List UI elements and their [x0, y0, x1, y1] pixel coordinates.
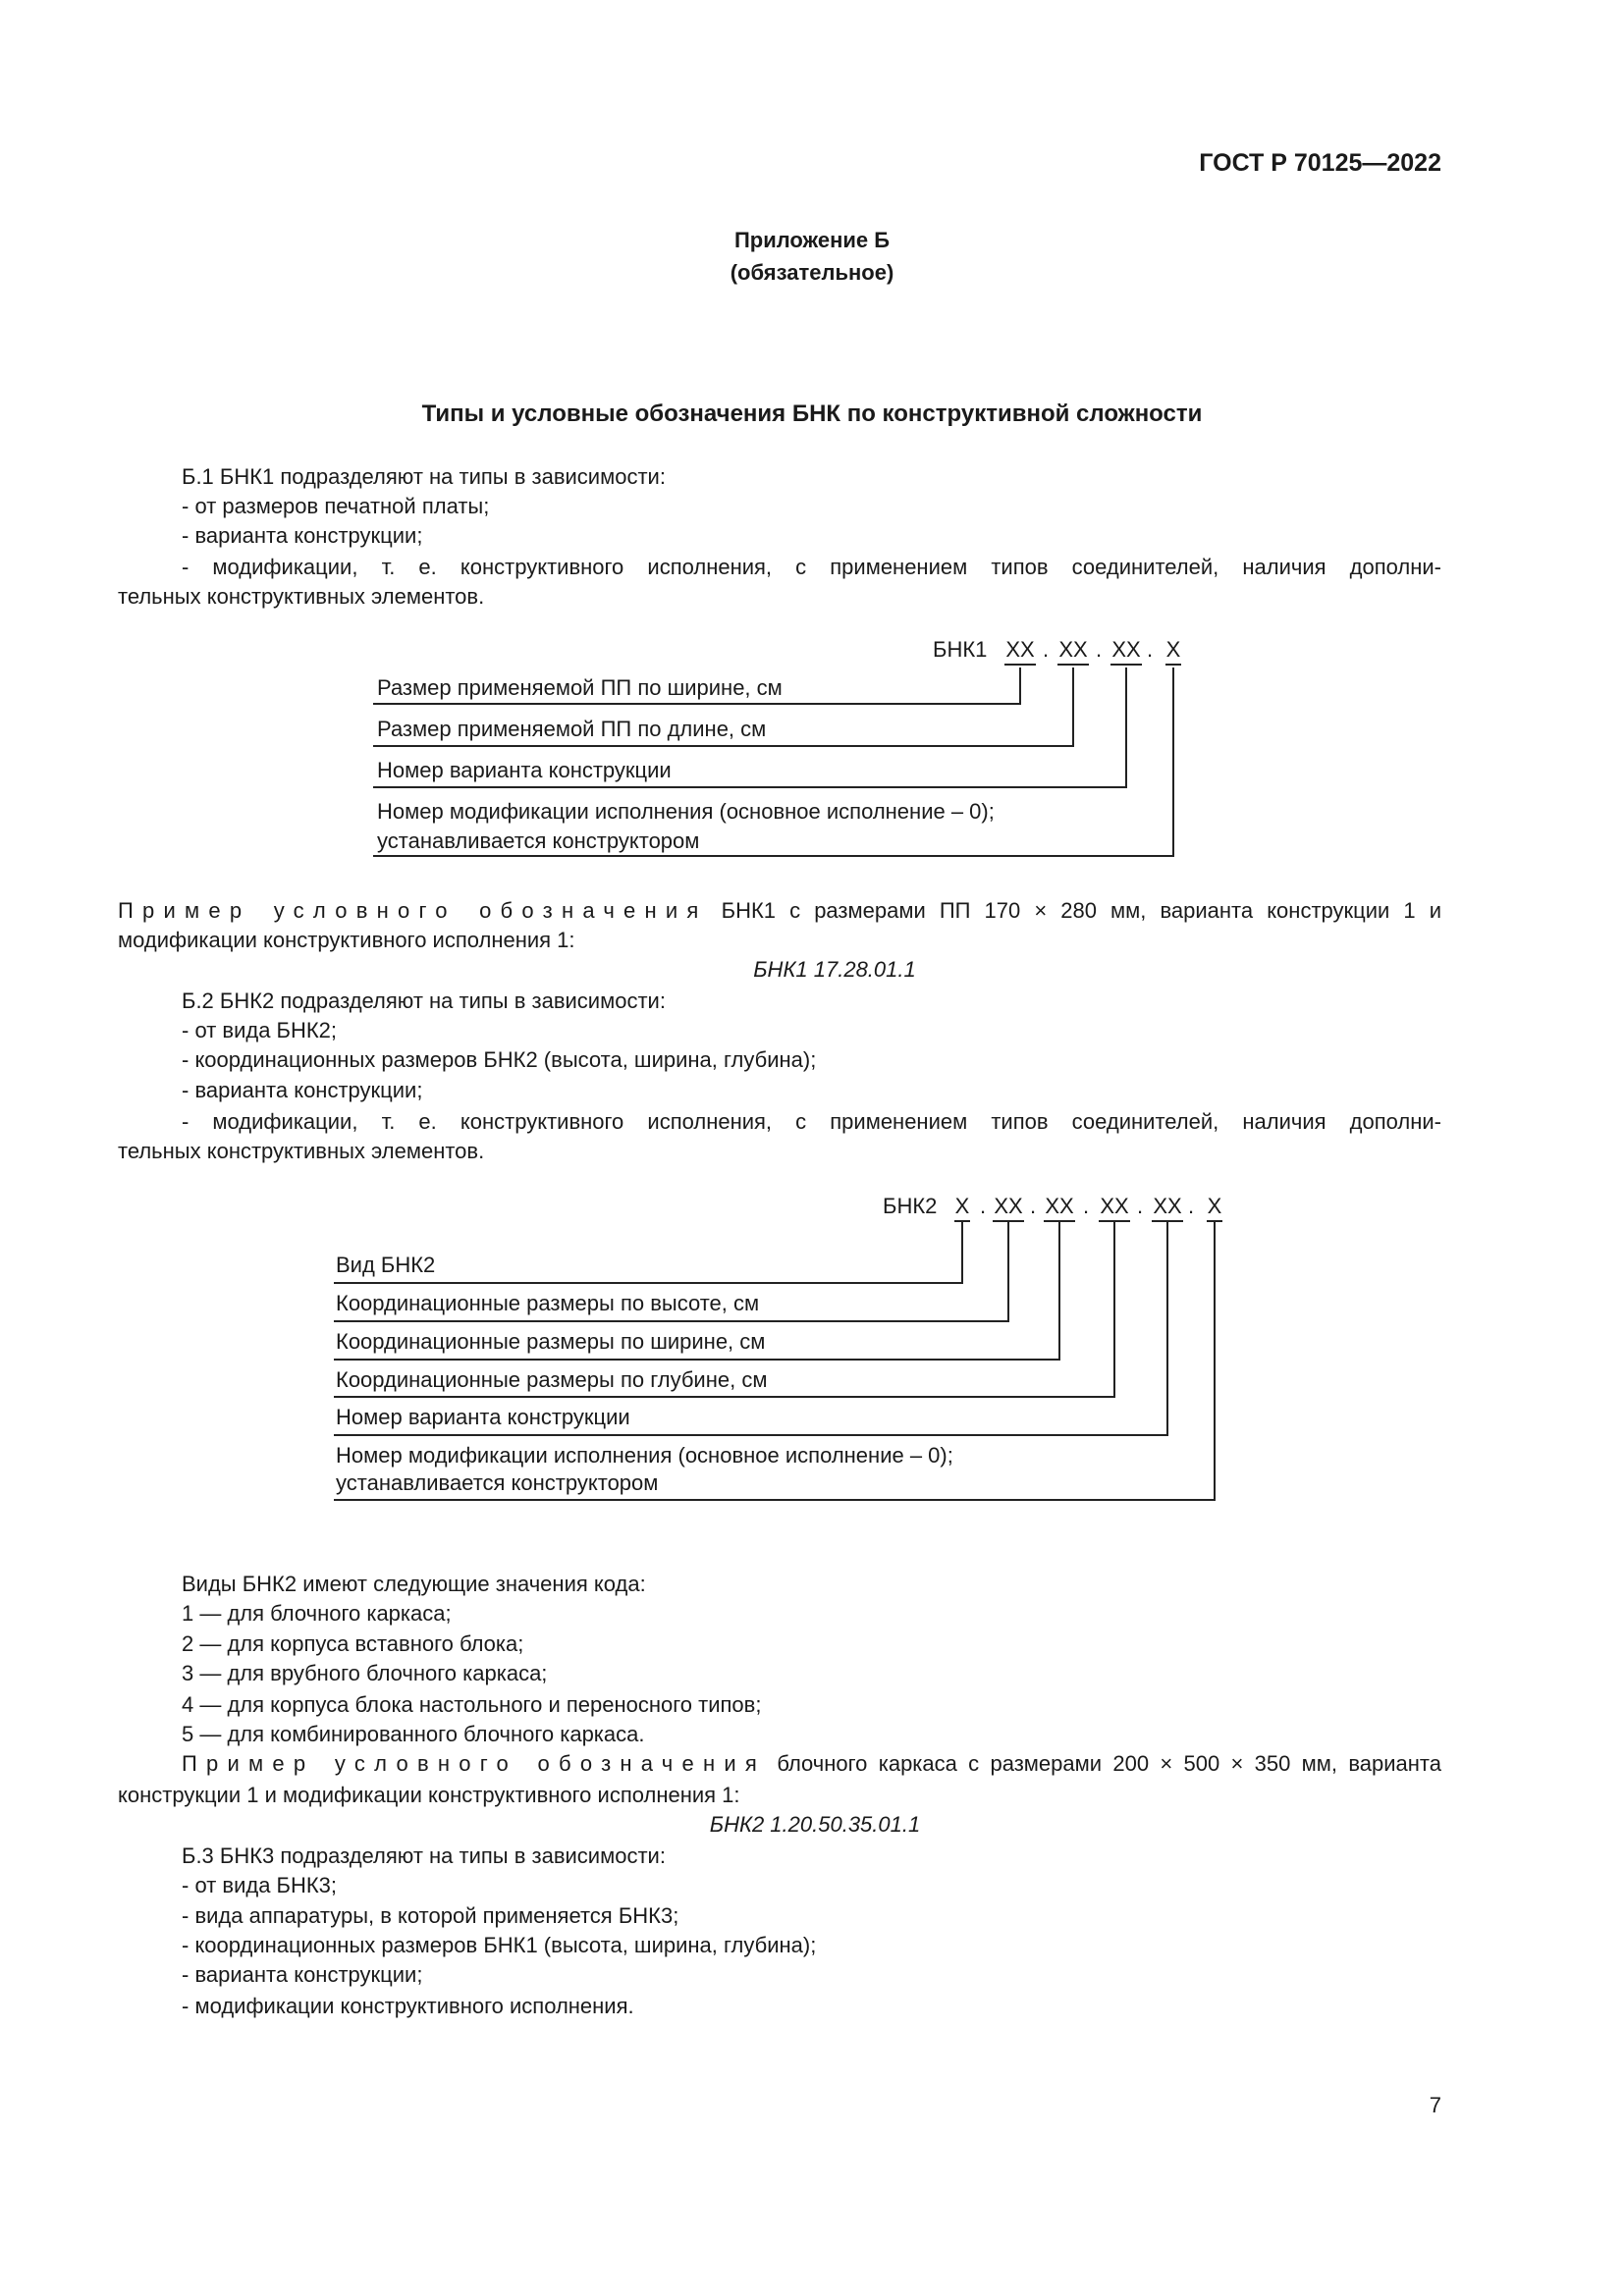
leader-line — [1019, 667, 1021, 705]
list-item: - от размеров печатной платы; — [182, 494, 490, 518]
list-item: - координационных размеров БНК1 (высота, ширина, глубина); — [182, 1933, 817, 1957]
list-item: - вида аппаратуры, в которой применяется БНК3; — [182, 1903, 679, 1928]
code-part: XX — [1097, 637, 1156, 663]
code-part: XX — [991, 637, 1050, 663]
diagram-label: Координационные размеры по глубине, см — [336, 1367, 768, 1392]
section-title: Типы и условные обозначения БНК по конструктивной сложности — [421, 400, 1203, 427]
leader-line — [961, 1221, 963, 1284]
leader-line — [334, 1320, 1009, 1322]
leader-line — [1172, 667, 1174, 857]
list-item: 2 — для корпуса вставного блока; — [182, 1631, 524, 1656]
diagram-label: Номер модификации исполнения (основное исполнение – 0); — [336, 1443, 953, 1468]
diagram-label: Номер варианта конструкции — [336, 1405, 630, 1429]
diagram-label: Размер применяемой ПП по длине, см — [377, 717, 767, 741]
code-separator: . — [1043, 637, 1050, 662]
leader-line — [1166, 1221, 1168, 1436]
list-item: - модификации, т. е. конструктивного исполнения, с применением типов соединителей, наличия дополни- — [182, 1109, 1441, 1134]
leader-line — [1072, 667, 1074, 747]
list-item: - варианта конструкции; — [182, 1962, 423, 1987]
code-separator: . — [1147, 637, 1154, 662]
leader-line — [334, 1434, 1168, 1436]
leader-line — [373, 786, 1127, 788]
appendix-status: (обязательное) — [730, 260, 894, 285]
code-part: XX — [1138, 1194, 1197, 1219]
diagram-label: Координационные размеры по высоте, см — [336, 1291, 760, 1315]
leader-line — [373, 745, 1074, 747]
b2-example: Пример условного обозначения блочного каркаса с размерами 200 × 500 × 350 мм, варианта — [182, 1751, 1441, 1776]
leader-line — [334, 1359, 1060, 1361]
code-separator: . — [1030, 1194, 1037, 1218]
code-prefix: БНК2 — [883, 1194, 938, 1218]
list-item-continuation: тельных конструктивных элементов. — [118, 584, 485, 609]
b2-example-code: БНК2 1.20.50.35.01.1 — [709, 1812, 921, 1837]
code-prefix: БНК1 — [933, 637, 988, 662]
b2-example-cont: конструкции 1 и модификации конструктивного исполнения 1: — [118, 1783, 740, 1807]
leader-line — [334, 1282, 963, 1284]
list-item: - модификации конструктивного исполнения. — [182, 1994, 634, 2018]
leader-line — [373, 855, 1174, 857]
list-item: 3 — для врубного блочного каркаса; — [182, 1661, 548, 1685]
code-part: XX — [1085, 1194, 1144, 1219]
code-part: XX — [1030, 1194, 1089, 1219]
code-part: XX — [1044, 637, 1103, 663]
diagram-label: Размер применяемой ПП по ширине, см — [377, 675, 783, 700]
leader-line — [1058, 1221, 1060, 1361]
code-separator: . — [1083, 1194, 1090, 1218]
list-item: - координационных размеров БНК2 (высота, ширина, глубина); — [182, 1047, 817, 1072]
b1-intro: Б.1 БНК1 подразделяют на типы в зависимости: — [182, 464, 666, 489]
code-separator: . — [1188, 1194, 1195, 1218]
list-item: - от вида БНК3; — [182, 1873, 338, 1897]
list-item: 5 — для комбинированного блочного каркаса. — [182, 1722, 645, 1746]
leader-line — [334, 1396, 1115, 1398]
diagram-label: Номер модификации исполнения (основное исполнение – 0); — [377, 799, 995, 824]
list-item: - от вида БНК2; — [182, 1018, 338, 1042]
leader-line — [1113, 1221, 1115, 1398]
list-item: 1 — для блочного каркаса; — [182, 1601, 452, 1626]
code-part: X — [933, 1194, 992, 1219]
code-part: X — [1144, 637, 1203, 663]
list-item-continuation: тельных конструктивных элементов. — [118, 1139, 485, 1163]
leader-line — [1214, 1221, 1216, 1501]
diagram-label: Номер варианта конструкции — [377, 758, 672, 782]
leader-line — [334, 1499, 1216, 1501]
b2-intro: Б.2 БНК2 подразделяют на типы в зависимости: — [182, 988, 666, 1013]
diagram-label: устанавливается конструктором — [377, 828, 700, 853]
code-separator: . — [980, 1194, 987, 1218]
page-number: 7 — [1429, 2093, 1441, 2117]
leader-line — [1125, 667, 1127, 788]
list-item: - варианта конструкции; — [182, 1078, 423, 1102]
b1-example: Пример условного обозначения БНК1 с размерами ПП 170 × 280 мм, варианта конструкции 1 и — [118, 898, 1441, 923]
diagram-label: Вид БНК2 — [336, 1253, 436, 1277]
b1-example-cont: модификации конструктивного исполнения 1: — [118, 928, 575, 952]
code-part: X — [1185, 1194, 1244, 1219]
document-id: ГОСТ Р 70125—2022 — [1199, 149, 1441, 177]
code-separator: . — [1137, 1194, 1144, 1218]
appendix-title: Приложение Б — [733, 228, 891, 252]
code-part: XX — [979, 1194, 1038, 1219]
diagram-label: устанавливается конструктором — [336, 1470, 659, 1495]
list-item: - варианта конструкции; — [182, 523, 423, 548]
diagram-label: Координационные размеры по ширине, см — [336, 1329, 766, 1354]
code-separator: . — [1096, 637, 1103, 662]
leader-line — [373, 703, 1021, 705]
list-item: 4 — для корпуса блока настольного и переносного типов; — [182, 1692, 762, 1717]
kinds-intro: Виды БНК2 имеют следующие значения кода: — [182, 1572, 646, 1596]
list-item: - модификации, т. е. конструктивного исполнения, с применением типов соединителей, наличия дополни- — [182, 555, 1441, 579]
b3-intro: Б.3 БНК3 подразделяют на типы в зависимости: — [182, 1843, 666, 1868]
leader-line — [1007, 1221, 1009, 1322]
b1-example-code: БНК1 17.28.01.1 — [753, 957, 916, 982]
